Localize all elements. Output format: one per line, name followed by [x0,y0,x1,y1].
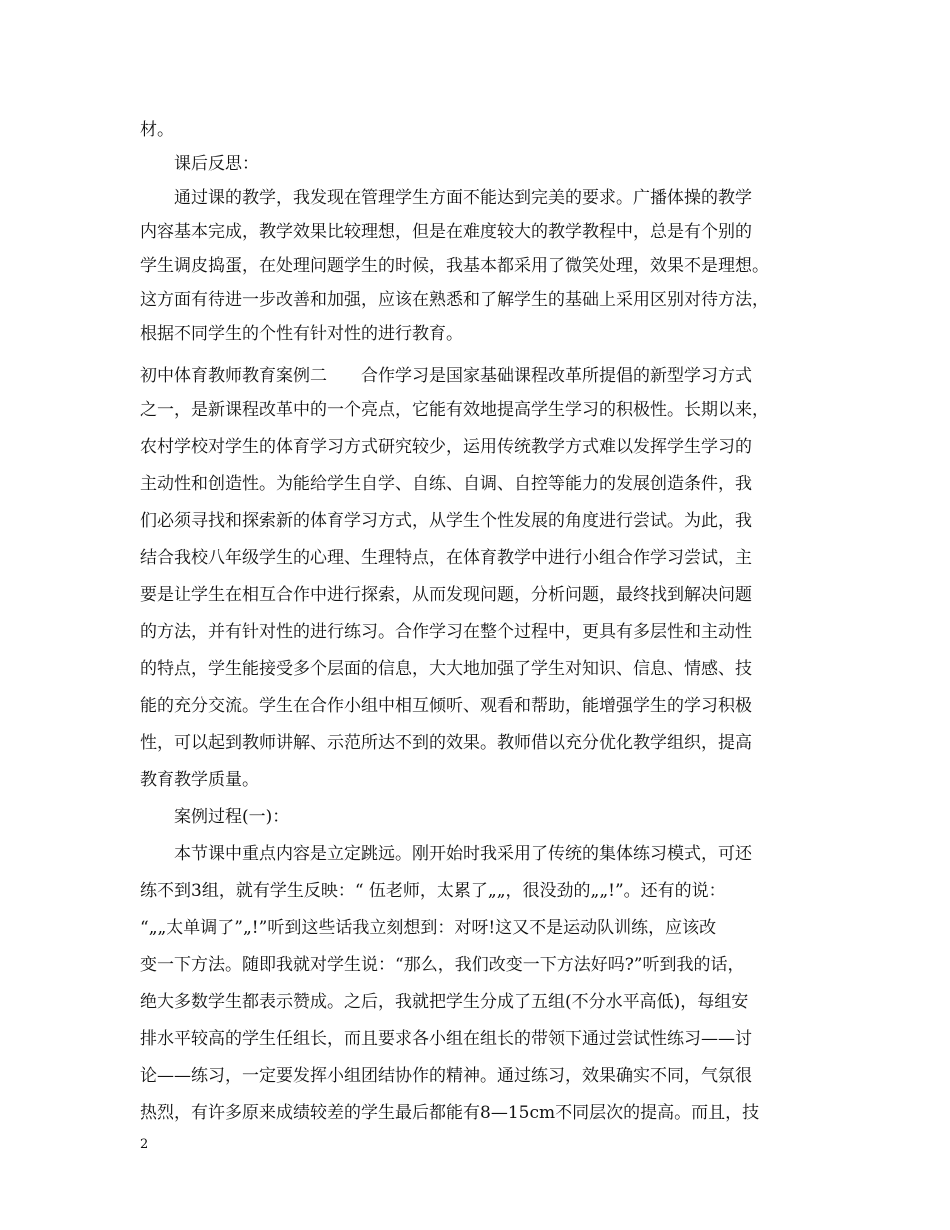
text-line: 变一下方法。随即我就对学生说：“那么，我们改变一下方法好吗?”听到我的话， [140,955,745,975]
text-line: 材。 [140,120,174,140]
text-line: 根据不同学生的个性有针对性的进行教育。 [140,324,463,344]
text-line: 练不到3组，就有学生反映：“ 伍老师，太累了„„，很没劲的„„!”。还有的说： [140,881,726,901]
text-line: 本节课中重点内容是立定跳远。刚开始时我采用了传统的集体练习模式，可还 [174,844,752,864]
text-line: 的特点，学生能接受多个层面的信息，大大地加强了学生对知识、信息、情感、技 [140,659,752,679]
text-line: 这方面有待进一步改善和加强，应该在熟悉和了解学生的基础上采用区别对待方法， [140,290,769,310]
text-line: 能的充分交流。学生在合作小组中相互倾听、观看和帮助，能增强学生的学习积极 [140,696,752,716]
text-line: 教育教学质量。 [140,770,259,790]
text-line: 论——练习，一定要发挥小组团结协作的精神。通过练习，效果确实不同，气氛很 [140,1066,752,1086]
section-heading: 案例过程(一)： [174,807,290,827]
text-line: 农村学校对学生的体育学习方式研究较少，运用传统教学方式难以发挥学生学习的 [140,437,752,457]
text-line: 绝大多数学生都表示赞成。之后，我就把学生分成了五组(不分水平高低)，每组安 [140,992,749,1012]
text-line: 通过课的教学，我发现在管理学生方面不能达到完美的要求。广播体操的教学 [174,188,752,208]
section-heading: 课后反思： [174,154,259,174]
text-line: 主动性和创造性。为能给学生自学、自练、自调、自控等能力的发展创造条件，我 [140,474,752,494]
text-line: 热烈，有许多原来成绩较差的学生最后都能有8—15cm不同层次的提高。而且，技 [140,1103,760,1123]
text-line: 的方法，并有针对性的进行练习。合作学习在整个过程中，更具有多层性和主动性 [140,622,752,642]
text-line: 学生调皮捣蛋，在处理问题学生的时候，我基本都采用了微笑处理，效果不是理想。 [140,256,769,276]
text-line: “„„太单调了”„!”听到这些话我立刻想到：对呀!这又不是运动队训练，应该改 [140,918,717,938]
text-line: 要是让学生在相互合作中进行探索，从而发现问题，分析问题，最终找到解决问题 [140,585,752,605]
text-line: 排水平较高的学生任组长，而且要求各小组在组长的带领下通过尝试性练习——讨 [140,1029,752,1049]
text-line: 内容基本完成，教学效果比较理想，但是在难度较大的教学教程中，总是有个别的 [140,222,752,242]
text-line: 结合我校八年级学生的心理、生理特点，在体育教学中进行小组合作学习尝试，主 [140,548,752,568]
text-line: 们必须寻找和探索新的体育学习方式，从学生个性发展的角度进行尝试。为此，我 [140,511,752,531]
text-line: 性，可以起到教师讲解、示范所达不到的效果。教师借以充分优化教学组织，提高 [140,733,752,753]
section-title-line: 初中体育教师教育案例二 合作学习是国家基础课程改革所提倡的新型学习方式 [140,366,752,386]
text-line: 之一，是新课程改革中的一个亮点，它能有效地提高学生学习的积极性。长期以来， [140,400,769,420]
page-number: 2 [140,1137,149,1152]
